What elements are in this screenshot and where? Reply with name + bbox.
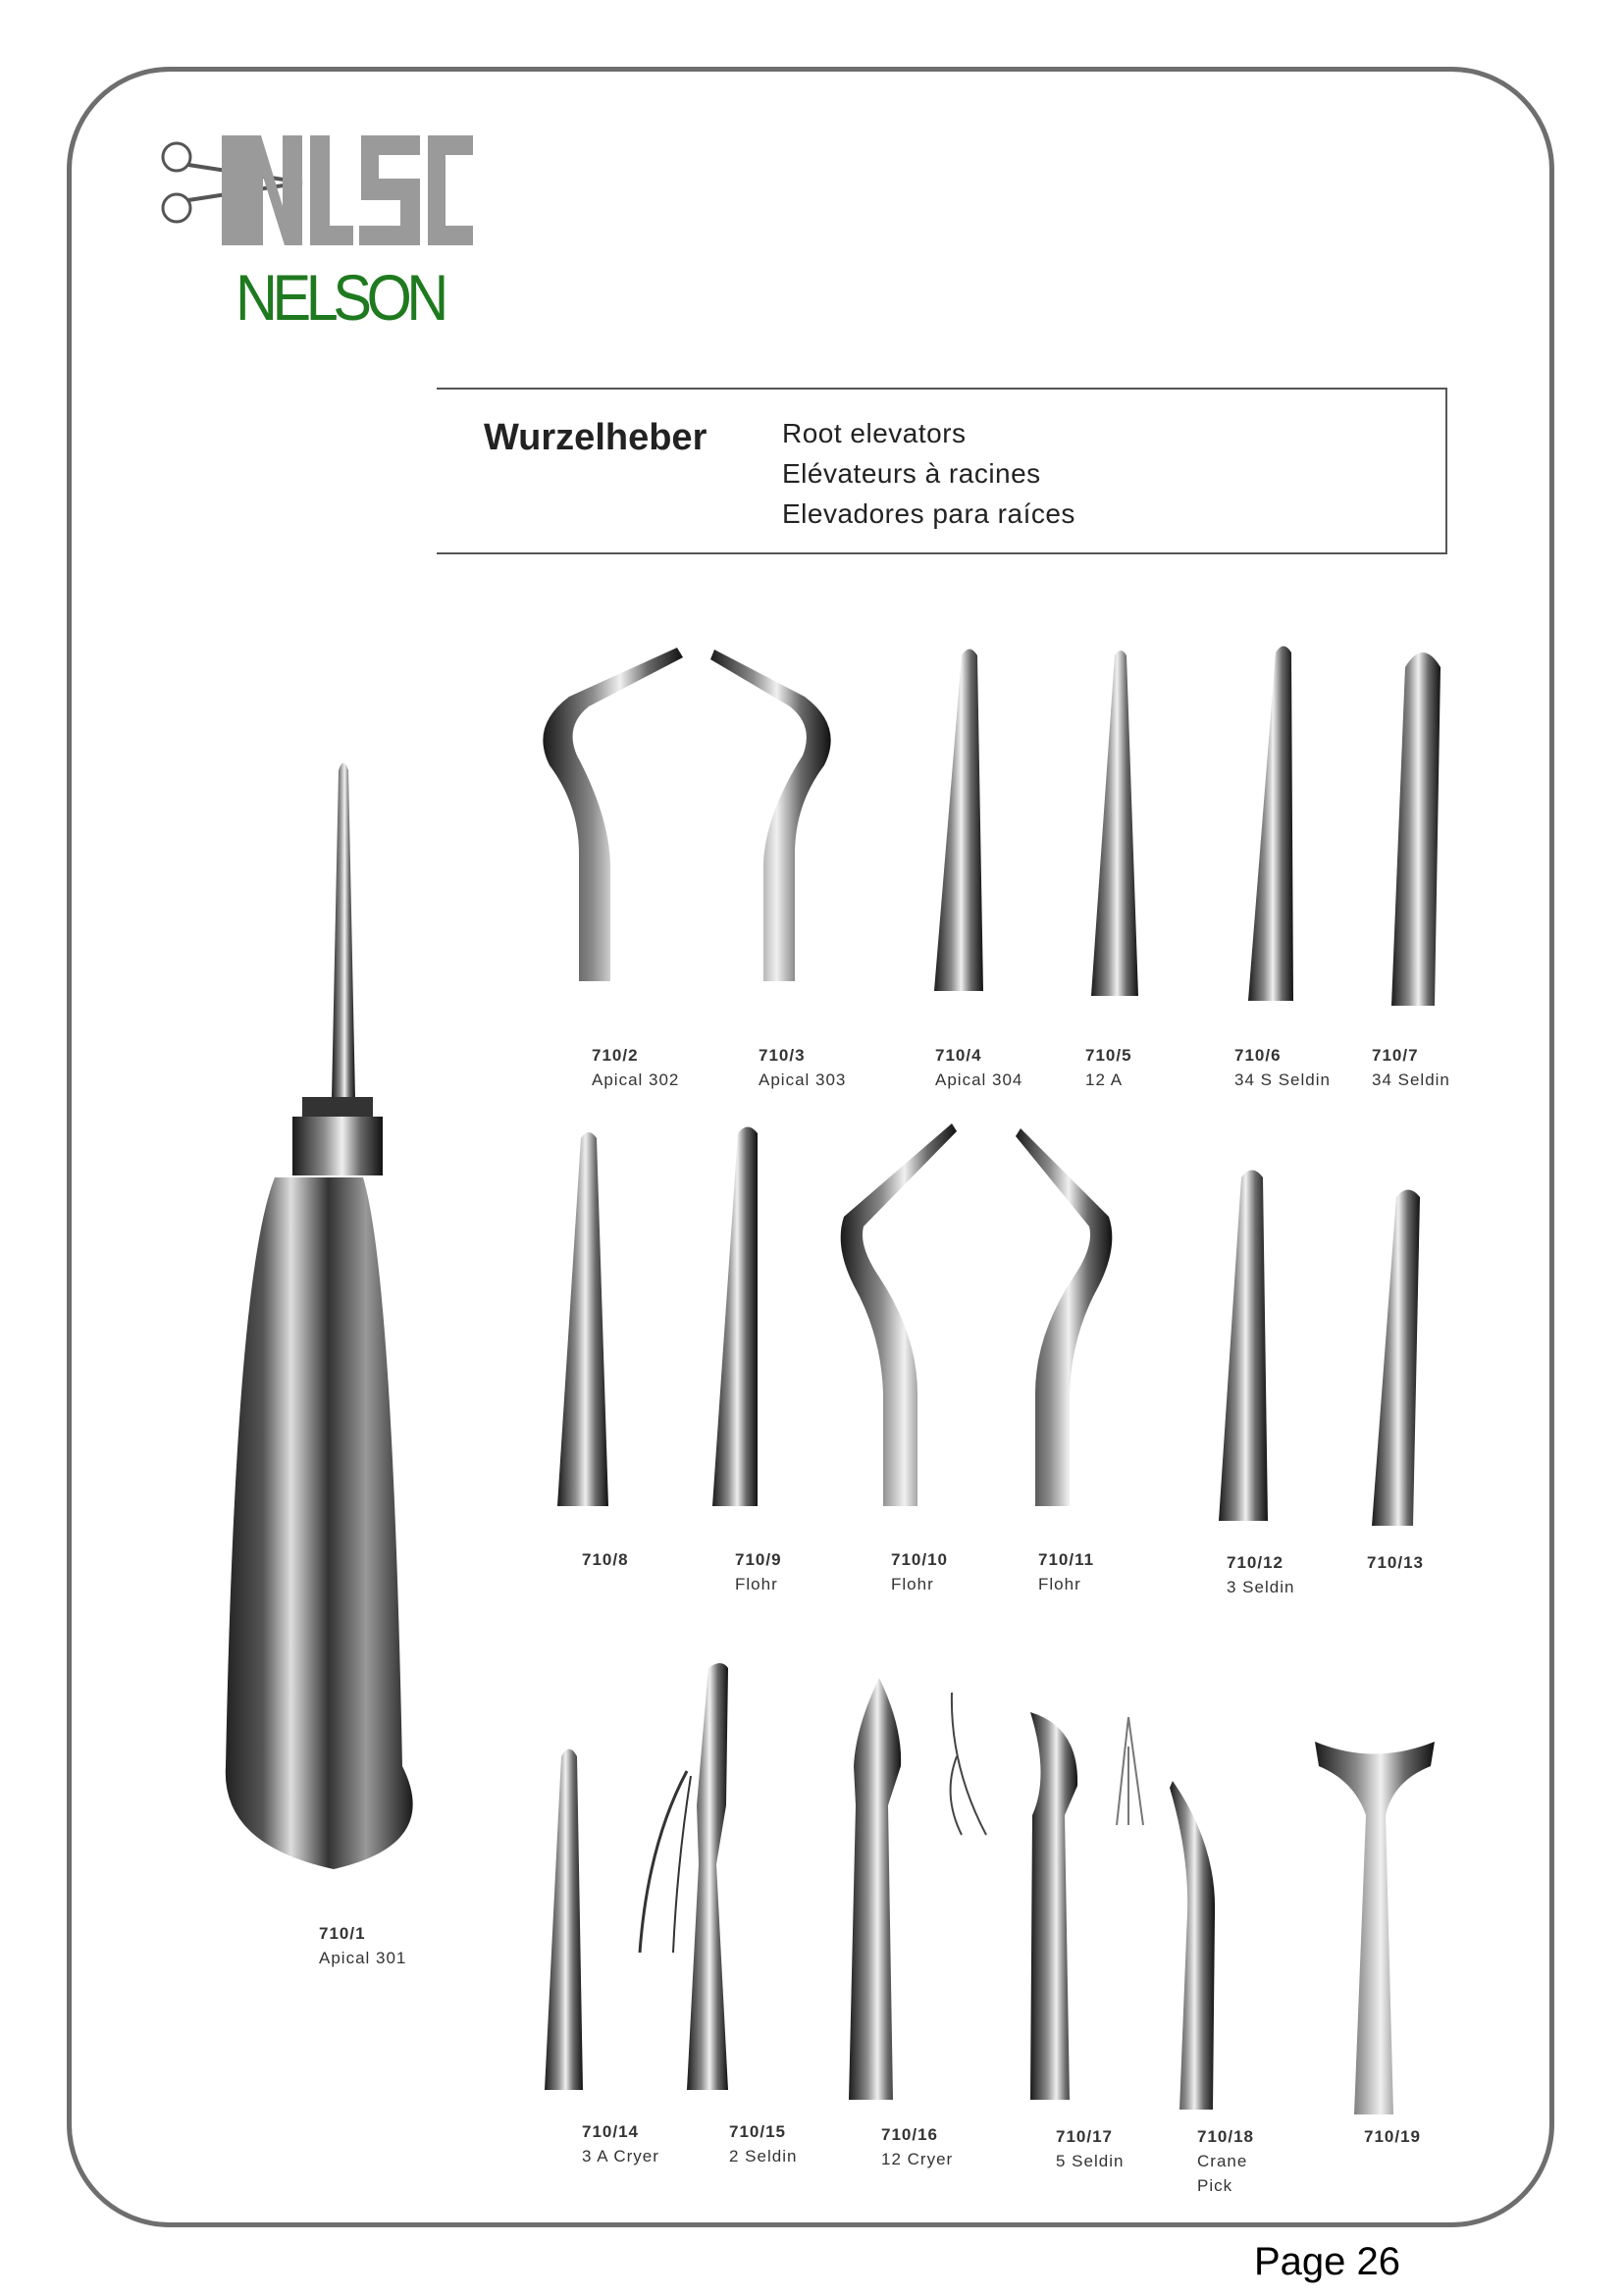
instrument-710-2-image: [543, 648, 683, 981]
instrument-710-19-image: [1315, 1742, 1435, 2114]
instrument-label-710-5: 710/5 12 A: [1085, 1046, 1132, 1089]
page-number: Page 26: [1254, 2240, 1401, 2283]
instrument-label-710-11: 710/11 Flohr: [1038, 1550, 1095, 1593]
instrument-710-17-image: [1030, 1712, 1143, 2100]
instrument-710-12-image: [1219, 1171, 1268, 1522]
instrument-label-710-2: 710/2 Apical 302: [592, 1046, 680, 1089]
instrument-710-3-image: [710, 650, 831, 981]
instrument-710-18-image: [1170, 1781, 1215, 2110]
instrument-label-710-3: 710/3 Apical 303: [759, 1046, 847, 1089]
title-french: Elévateurs à racines: [782, 458, 1041, 489]
instrument-710-4-image: [934, 650, 983, 992]
instrument-label-710-15: 710/15 2 Seldin: [729, 2122, 798, 2166]
instrument-label-710-1: 710/1 Apical 301: [319, 1924, 407, 1967]
instrument-label-710-19: 710/19: [1364, 2127, 1421, 2146]
instrument-710-5-image: [1091, 651, 1138, 996]
instrument-710-7-image: [1391, 652, 1441, 1006]
instrument-label-710-14: 710/14 3 A Cryer: [582, 2122, 659, 2166]
instrument-label-710-12: 710/12 3 Seldin: [1227, 1553, 1295, 1596]
instrument-710-8-image: [557, 1132, 608, 1506]
instrument-710-13-image: [1372, 1190, 1420, 1527]
instrument-label-710-17: 710/17 5 Seldin: [1056, 2127, 1125, 2170]
instrument-label-710-13: 710/13: [1367, 1553, 1424, 1572]
instrument-710-16-image: [849, 1678, 986, 2100]
instrument-label-710-7: 710/7 34 Seldin: [1372, 1046, 1450, 1089]
instrument-710-11-image: [1016, 1128, 1112, 1506]
instrument-label-710-8: 710/8: [582, 1550, 629, 1569]
instrument-710-15-image: [687, 1663, 728, 2090]
title-english: Root elevators: [782, 418, 967, 448]
instrument-label-710-4: 710/4 Apical 304: [935, 1046, 1023, 1089]
brand-name: NELSON: [236, 261, 444, 334]
title-german: Wurzelheber: [484, 417, 707, 458]
instrument-label-710-16: 710/16 12 Cryer: [881, 2125, 954, 2168]
instrument-label-710-6: 710/6 34 S Seldin: [1234, 1046, 1331, 1089]
instrument-710-6-image: [1248, 647, 1293, 1002]
instrument-710-10-image: [841, 1123, 957, 1506]
instrument-710-14-image: [545, 1749, 691, 2091]
title-spanish: Elevadores para raíces: [782, 498, 1075, 529]
instrument-label-710-9: 710/9 Flohr: [735, 1550, 782, 1593]
instrument-label-710-10: 710/10 Flohr: [891, 1550, 948, 1593]
instrument-710-1-image: [226, 763, 413, 1870]
instrument-710-9-image: [712, 1127, 758, 1507]
instrument-label-710-18: 710/18 Crane Pick: [1197, 2127, 1254, 2195]
